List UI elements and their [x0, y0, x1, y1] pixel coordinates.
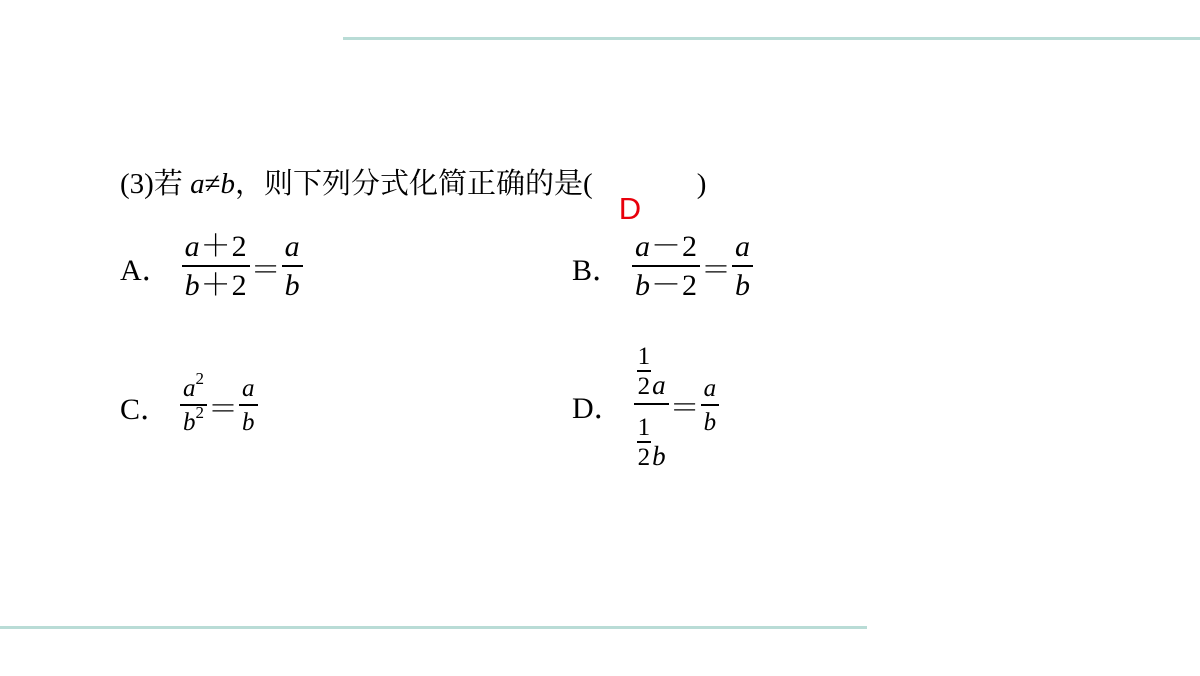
option-c-expression [180, 369, 258, 436]
option-c-lhs-numerator [180, 369, 207, 406]
variable-b: b [220, 168, 236, 200]
option-b-den-op: － [651, 269, 682, 302]
option-a-num-const: 2 [231, 230, 247, 263]
option-d-top-coef-numerator: 1 [637, 343, 651, 370]
option-c-rhs-numerator: a [239, 376, 258, 406]
option-d-lhs-denominator [634, 405, 669, 470]
option-a-lhs-numerator [182, 232, 250, 267]
top-divider-line [343, 37, 1200, 40]
option-c-equals: ＝ [208, 392, 239, 426]
question-number: (3) [120, 168, 154, 200]
option-b-lhs-denominator [632, 267, 700, 301]
option-b-lhs-fraction [632, 232, 700, 301]
option-a-den-var: b [184, 269, 200, 302]
option-a-letter: A． [120, 253, 172, 287]
option-a-rhs-denominator: b [284, 269, 300, 302]
option-d-expression [634, 340, 720, 470]
option-d-rhs-fraction [701, 376, 720, 435]
option-d-lhs-fraction [634, 340, 669, 470]
option-d-top-coefficient [637, 344, 652, 399]
close-paren: ) [696, 168, 707, 200]
option-a-den-op: ＋ [200, 269, 231, 302]
option-a-num-op: ＋ [200, 230, 231, 263]
option-d-letter: D． [572, 392, 624, 425]
option-d-equals: ＝ [669, 392, 700, 425]
option-d-lhs-numerator [634, 340, 669, 405]
option-b-num-const: 2 [682, 230, 698, 263]
option-b-equals: ＝ [701, 253, 732, 287]
option-b-letter: B． [572, 253, 623, 287]
option-d-top-variable: a [652, 370, 666, 400]
option-d-bottom-coefficient [637, 415, 652, 470]
option-c-den-exponent: 2 [195, 403, 205, 422]
option-b-expression [632, 232, 753, 301]
option-a-lhs-fraction [182, 232, 250, 301]
option-a-den-const: 2 [231, 269, 247, 302]
variable-a: a [190, 168, 205, 200]
option-d-rhs-numerator: a [701, 376, 720, 406]
option-d-half-b [637, 415, 666, 470]
question-text-after: ，则下列分式化简正确的是( [235, 168, 593, 200]
option-d-bottom-variable: b [652, 441, 666, 471]
option-b-rhs-numerator: a [732, 232, 753, 267]
option-c-letter: C． [120, 392, 171, 426]
option-a-expression [182, 232, 303, 301]
option-b-lhs-numerator [632, 232, 700, 267]
bottom-divider-line [0, 626, 867, 629]
option-b[interactable] [572, 232, 753, 301]
option-b-den-var: b [635, 269, 651, 302]
option-c[interactable] [120, 369, 258, 436]
option-d-bottom-coef-denominator: 2 [637, 444, 651, 471]
option-a[interactable] [120, 232, 303, 301]
option-d-rhs-denominator: b [703, 408, 717, 436]
option-b-num-op: － [651, 230, 682, 263]
answer-text: D [618, 191, 642, 226]
option-c-den-base: b [183, 409, 196, 436]
option-c-lhs-denominator [180, 403, 207, 436]
option-d-top-coef-denominator: 2 [637, 373, 651, 400]
option-d-bottom-coef-numerator: 1 [637, 414, 651, 441]
option-a-rhs-numerator: a [282, 232, 303, 267]
not-equal-sign: ≠ [204, 168, 221, 200]
option-a-equals: ＝ [250, 253, 281, 287]
option-c-num-exponent: 2 [195, 369, 205, 388]
option-b-rhs-fraction [732, 232, 753, 301]
option-c-num-base: a [183, 375, 196, 402]
option-d-half-a [637, 344, 666, 399]
option-c-rhs-denominator: b [242, 409, 255, 436]
option-b-num-var: a [635, 230, 651, 263]
question-text-before: 若 [153, 168, 183, 200]
option-b-den-const: 2 [682, 269, 698, 302]
option-a-num-var: a [184, 230, 200, 263]
option-d[interactable] [572, 340, 719, 470]
question-stem [120, 160, 707, 226]
option-c-rhs-fraction [239, 376, 258, 435]
option-b-rhs-denominator: b [735, 269, 751, 302]
option-a-rhs-fraction [282, 232, 303, 301]
option-a-lhs-denominator [182, 267, 250, 301]
option-c-lhs-fraction [180, 369, 207, 436]
